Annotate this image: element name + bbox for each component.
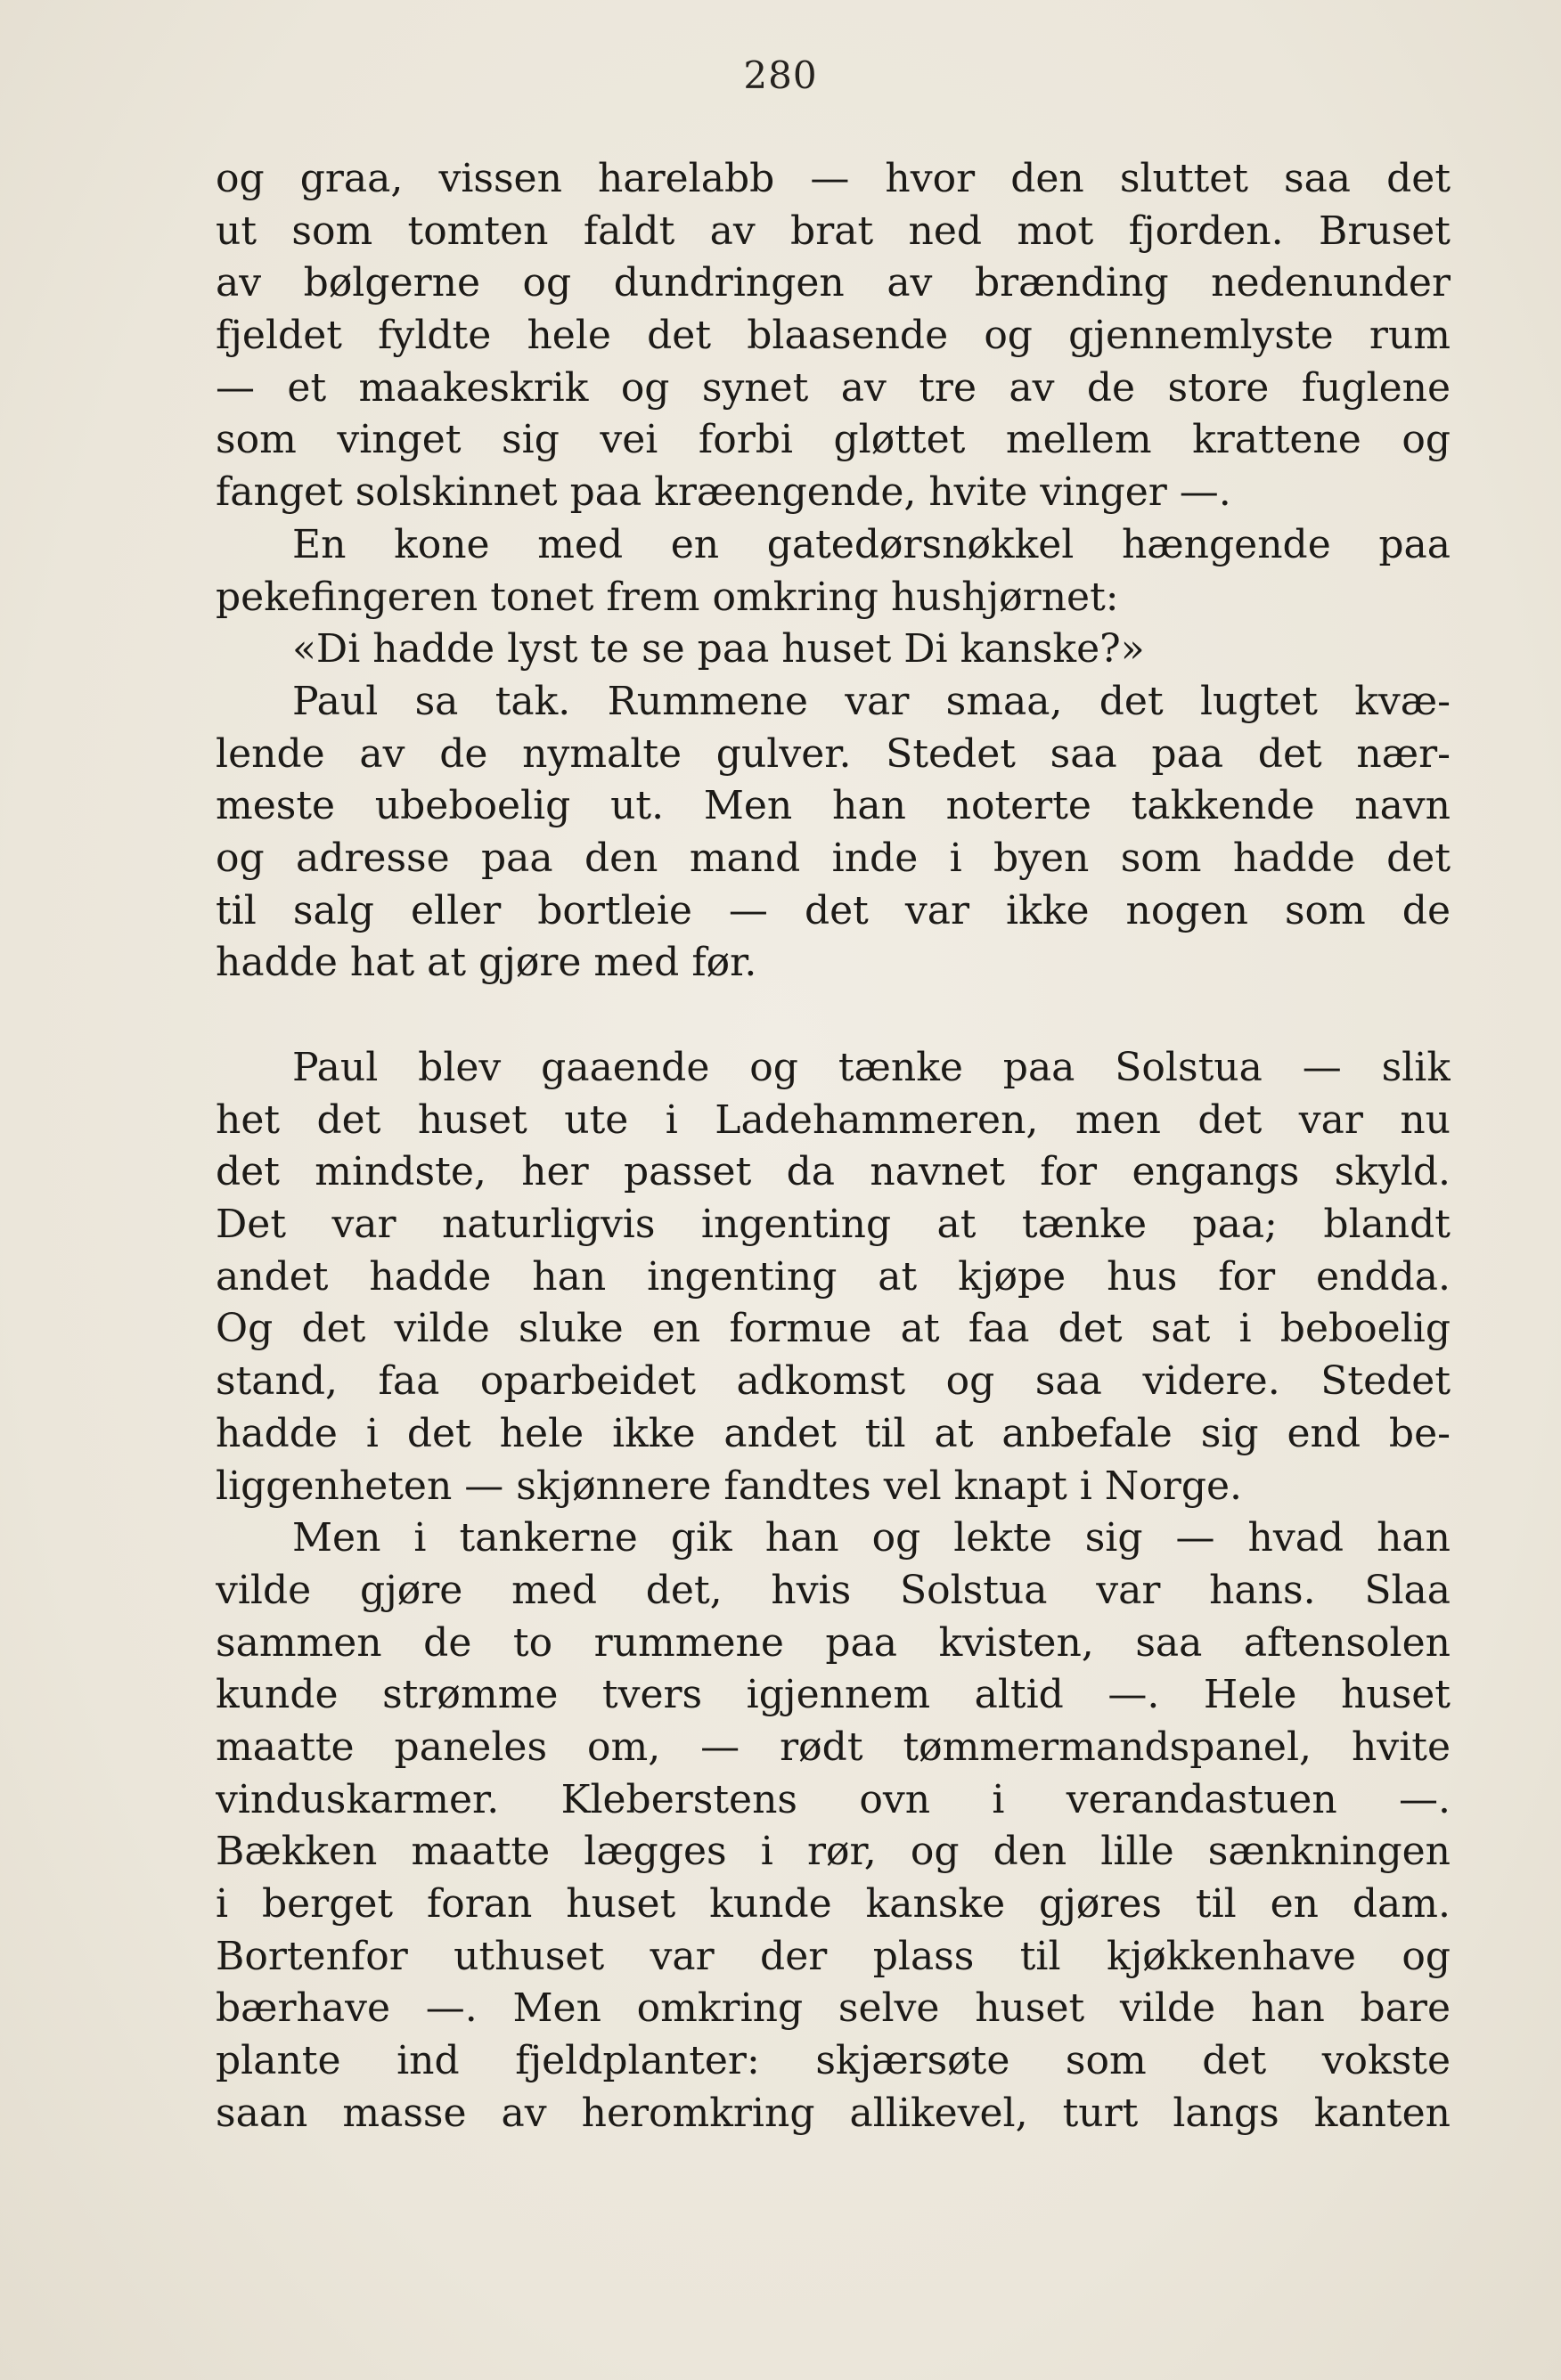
text-line: hadde hat at gjøre med før.: [216, 940, 757, 986]
page-number: 280: [743, 53, 818, 97]
paragraph-1: [216, 153, 1451, 519]
paragraph-4: [216, 676, 1451, 990]
text-line: Bortenfor uthuset var der plass til kjøkkenhave og: [216, 1933, 1451, 1979]
text-line: som vinget sig vei forbi gløttet mellem krattene og: [216, 417, 1451, 463]
text-line: bærhave —. Men omkring selve huset vilde han bare: [216, 1985, 1451, 2032]
paragraph-6: [216, 1512, 1451, 2140]
text-line: fanget solskinnet paa kræengende, hvite vinger —.: [216, 469, 1231, 516]
text-line: Bækken maatte lægges i rør, og den lille sænkningen: [216, 1829, 1451, 1875]
section-break: [216, 990, 1451, 1042]
text-line: vinduskarmer. Kleberstens ovn i verandastuen —.: [216, 1776, 1451, 1822]
text-line: Men i tankerne gik han og lekte sig — hvad han: [292, 1515, 1451, 1561]
text-line: liggenheten — skjønnere fandtes vel knapt i Norge.: [216, 1463, 1243, 1509]
text-line: og graa, vissen harelabb — hvor den sluttet saa det: [216, 156, 1451, 201]
text-line: pekefingeren tonet frem omkring hushjørnet:: [216, 574, 1119, 620]
text-line: lende av de nymalte gulver. Stedet saa paa det nær-: [216, 730, 1451, 777]
text-line: Det var naturligvis ingenting at tænke paa; blandt: [216, 1202, 1451, 1248]
body-text: [216, 153, 1451, 2140]
text-line: maatte paneles om, — rødt tømmermandspanel, hvite: [216, 1724, 1451, 1770]
text-line: saan masse av heromkring allikevel, turt langs kanten: [216, 2090, 1451, 2136]
text-line: andet hadde han ingenting at kjøpe hus for endda.: [216, 1253, 1451, 1300]
paragraph-2: [216, 519, 1451, 624]
paragraph-5: [216, 1042, 1451, 1512]
text-line: «Di hadde lyst te se paa huset Di kanske?»: [292, 626, 1145, 672]
text-line: Og det vilde sluke en formue at faa det sat i beboelig: [216, 1306, 1451, 1352]
text-line: Paul sa tak. Rummene var smaa, det lugtet kvæ-: [292, 678, 1451, 724]
text-line: plante ind fjeldplanter: skjærsøte som det vokste: [216, 2038, 1451, 2084]
text-line: det mindste, her passet da navnet for engangs skyld.: [216, 1149, 1451, 1195]
text-line: En kone med en gatedørsnøkkel hængende paa: [292, 521, 1451, 567]
text-line: Paul blev gaaende og tænke paa Solstua — slik: [292, 1045, 1451, 1090]
text-line: stand, faa oparbeidet adkomst og saa videre. Stedet: [216, 1358, 1451, 1405]
text-line: ut som tomten faldt av brat ned mot fjorden. Bruset: [216, 208, 1451, 254]
paragraph-3: [216, 624, 1451, 676]
text-line: til salg eller bortleie — det var ikke nogen som de: [216, 887, 1451, 933]
text-line: av bølgerne og dundringen av brænding nedenunder: [216, 260, 1451, 306]
text-line: — et maakeskrik og synet av tre av de store fuglene: [216, 364, 1451, 411]
text-line: het det huset ute i Ladehammeren, men det var nu: [216, 1096, 1451, 1143]
text-line: vilde gjøre med det, hvis Solstua var hans. Slaa: [216, 1567, 1451, 1613]
text-line: i berget foran huset kunde kanske gjøres til en dam.: [216, 1881, 1451, 1927]
text-line: kunde strømme tvers igjennem altid —. Hele huset: [216, 1672, 1451, 1718]
text-line: sammen de to rummene paa kvisten, saa aftensolen: [216, 1619, 1451, 1666]
text-line: og adresse paa den mand inde i byen som hadde det: [216, 835, 1451, 881]
text-line: meste ubeboelig ut. Men han noterte takkende navn: [216, 783, 1451, 829]
text-line: hadde i det hele ikke andet til at anbefale sig end be-: [216, 1410, 1451, 1456]
text-line: fjeldet fyldte hele det blaasende og gjennemlyste rum: [216, 313, 1451, 359]
